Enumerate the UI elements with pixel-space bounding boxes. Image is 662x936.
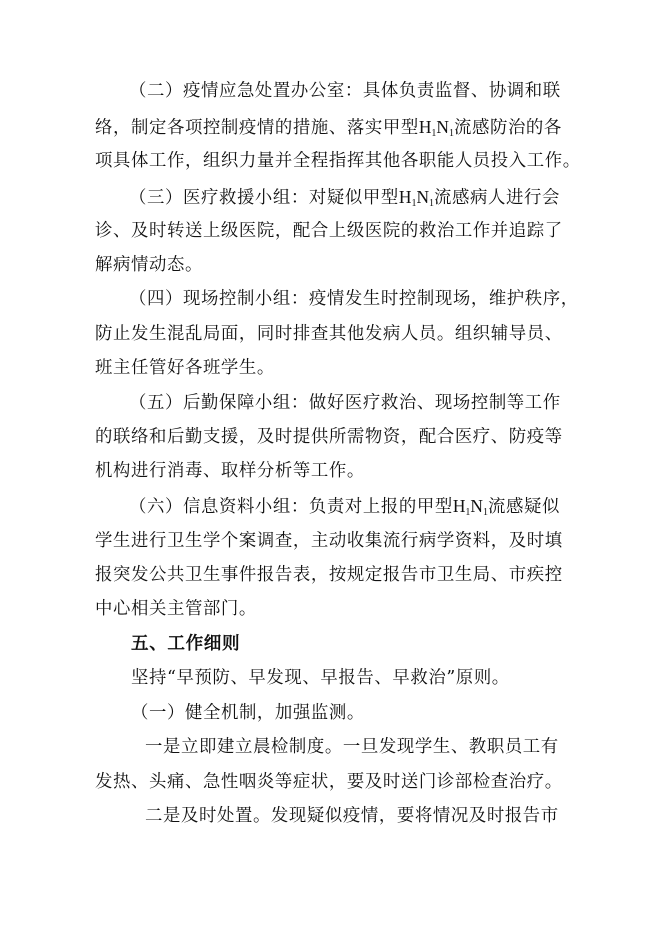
para-2-line-3-text: 项具体工作，组织力量并全程指挥其他各职能人员投入工作。 bbox=[95, 151, 581, 171]
principle-text: 坚持“早预防、早发现、早报告、早救治”原则。 bbox=[131, 668, 510, 688]
para-2-line-2 bbox=[0, 115, 662, 139]
para-2-line-3 bbox=[0, 149, 662, 173]
para-6-line-1-text-a: （六）信息资料小组：负责对上报的甲型 bbox=[129, 497, 453, 517]
item-2-line-1-text: 二是及时处置。发现疑似疫情，要将情况及时报告市 bbox=[145, 806, 559, 826]
principle-line bbox=[0, 666, 662, 690]
item-1-line-2-text: 发热、头痛、急性咽炎等症状，要及时送门诊部检查治疗。 bbox=[95, 772, 563, 792]
para-5-line-1-text: （五）后勤保障小组：做好医疗救治、现场控制等工作 bbox=[129, 393, 561, 413]
para-6-line-1-text-b: 流感疑似 bbox=[487, 497, 560, 517]
para-6-line-4 bbox=[0, 597, 662, 621]
para-3-line-3 bbox=[0, 253, 662, 277]
para-6-line-4-text: 中心相关主管部门。 bbox=[95, 599, 257, 619]
para-5-line-3 bbox=[0, 459, 662, 483]
para-6-line-2 bbox=[0, 529, 662, 553]
formula-h1n1: $H_1N_1$ bbox=[418, 117, 454, 139]
para-6-line-1 bbox=[0, 494, 662, 518]
para-2-line-2-text-b: 流感防治的各 bbox=[453, 118, 562, 138]
para-3-line-1-text-a: （三）医疗救援小组：对疑似甲型 bbox=[129, 188, 399, 208]
para-4-line-3 bbox=[0, 356, 662, 380]
formula-h1n1: $H_1N_1$ bbox=[398, 187, 434, 209]
para-4-line-2-text: 防止发生混乱局面，同时排查其他发病人员。组织辅导员、 bbox=[95, 324, 563, 344]
para-5-line-3-text: 机构进行消毒、取样分析等工作。 bbox=[95, 461, 365, 481]
item-2-line-1 bbox=[0, 804, 662, 828]
para-2-line-2-text-a: 络，制定各项控制疫情的措施、落实甲型 bbox=[95, 118, 419, 138]
subsection-1-line bbox=[0, 701, 662, 725]
subsection-1-text: （一）健全机制，加强监测。 bbox=[131, 703, 365, 723]
para-5-line-2-text: 的联络和后勤支援，及时提供所需物资，配合医疗、防疫等 bbox=[95, 427, 563, 447]
para-6-line-3 bbox=[0, 563, 662, 587]
para-5-line-2 bbox=[0, 425, 662, 449]
para-2-line-1-text: （二）疫情应急处置办公室：具体负责监督、协调和联 bbox=[129, 81, 561, 101]
para-4-line-1 bbox=[0, 287, 662, 311]
para-4-line-3-text: 班主任管好各班学生。 bbox=[95, 358, 275, 378]
para-3-line-3-text: 解病情动态。 bbox=[95, 255, 203, 275]
item-1-line-2 bbox=[0, 770, 662, 794]
item-1-line-1 bbox=[0, 735, 662, 759]
section-5-heading bbox=[0, 632, 662, 656]
para-6-line-2-text: 学生进行卫生学个案调查，主动收集流行病学资料，及时填 bbox=[95, 531, 563, 551]
item-1-line-1-text: 一是立即建立晨检制度。一旦发现学生、教职员工有 bbox=[145, 737, 559, 757]
para-4-line-1-text: （四）现场控制小组：疫情发生时控制现场，维护秩序， bbox=[129, 289, 579, 309]
para-2-line-1 bbox=[0, 79, 662, 103]
para-3-line-1-text-b: 流感病人进行会 bbox=[434, 188, 560, 208]
para-3-line-2 bbox=[0, 219, 662, 243]
para-4-line-2 bbox=[0, 322, 662, 346]
para-3-line-2-text: 诊、及时转送上级医院，配合上级医院的救治工作并追踪了 bbox=[95, 221, 563, 241]
section-5-heading-text: 五、工作细则 bbox=[131, 634, 241, 654]
para-6-line-3-text: 报突发公共卫生事件报告表，按规定报告市卫生局、市疾控 bbox=[95, 565, 563, 585]
para-3-line-1 bbox=[0, 185, 662, 209]
para-5-line-1 bbox=[0, 391, 662, 415]
formula-h1n1: $H_1N_1$ bbox=[452, 496, 488, 518]
